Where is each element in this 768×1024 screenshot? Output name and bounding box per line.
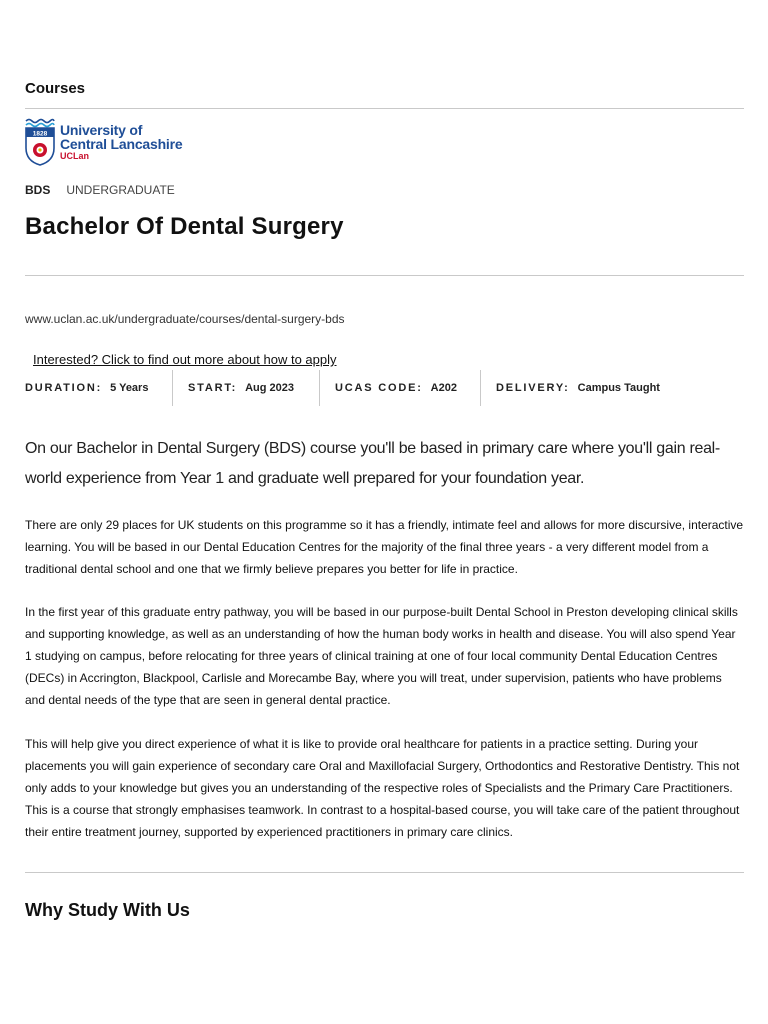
logo-line-2: Central Lancashire — [60, 136, 183, 152]
fact-key: DURATION: — [25, 382, 103, 394]
fact-key: START: — [188, 382, 238, 394]
svg-text:1828: 1828 — [32, 130, 48, 138]
body-paragraph: There are only 29 places for UK students on this programme so it has a friendly, intimate feel and allows for more discursive, interactive learning. You will be based in our Dental Education Centres for the majority of the final three years - a very different model from a traditional dental school and one that we firmly believe prepares you better for life in practice. — [25, 518, 744, 576]
fact-value: 5 Years — [110, 382, 149, 394]
fact-delivery — [481, 370, 660, 406]
why-study-heading: Why Study With Us — [25, 900, 190, 920]
course-level: UNDERGRADUATE — [66, 183, 175, 197]
section-label: Courses — [25, 80, 86, 97]
divider — [25, 275, 744, 276]
fact-value: Campus Taught — [577, 382, 660, 394]
fact-duration — [25, 370, 172, 406]
fact-value: A202 — [430, 382, 457, 394]
uclan-crest-icon — [25, 118, 55, 166]
course-code: BDS — [25, 183, 51, 197]
fact-key: DELIVERY: — [496, 382, 570, 394]
logo-uclan: UCLan — [60, 151, 89, 161]
page-title: Bachelor Of Dental Surgery — [25, 213, 344, 240]
divider — [25, 872, 744, 873]
fact-key: UCAS CODE: — [335, 382, 423, 394]
logo-line-1: University of — [60, 122, 143, 138]
divider — [25, 108, 744, 109]
lead-paragraph: On our Bachelor in Dental Surgery (BDS) course you'll be based in primary care where you'll gain real-world experience from Year 1 and graduate well prepared for your foundation year. — [25, 440, 720, 487]
fact-start — [173, 370, 319, 406]
fact-ucas-code — [320, 370, 480, 406]
body-paragraph: In the first year of this graduate entry pathway, you will be based in our purpose-built Dental School in Preston developing clinical skills and supporting knowledge, as well as an understanding of how the human body works in health and disease. You will also spend Year 1 studying on campus, before relocating for three years of clinical training at one of four local community Dental Education Centres (DECs) in Accrington, Blackpool, Carlisle and Morecambe Bay, where you will treat, under supervision, patients who have problems and dental needs of the type that are seen in general dental practice. — [25, 605, 738, 707]
course-facts — [25, 370, 660, 406]
apply-link[interactable]: Interested? Click to find out more about how to apply — [33, 352, 337, 367]
course-breadcrumb — [25, 183, 175, 197]
uclan-logo[interactable] — [25, 118, 182, 166]
fact-value: Aug 2023 — [245, 382, 295, 394]
logo-wordmark — [60, 123, 182, 161]
course-url[interactable]: www.uclan.ac.uk/undergraduate/courses/dental-surgery-bds — [25, 312, 345, 326]
body-paragraph: This will help give you direct experience of what it is like to provide oral healthcare for patients in a practice setting. During your placements you will gain experience of secondary care Oral and Maxillofacial Surgery, Orthodontics and Restorative Dentistry. This not only adds to your knowledge but gives you an understanding of the respective roles of Specialists and the Primary Care Practitioners. This is a course that strongly emphasises teamwork. In contrast to a hospital-based course, you will take care of the patient throughout their entire treatment journey, supported by experienced practitioners in primary care clinics. — [25, 737, 740, 839]
